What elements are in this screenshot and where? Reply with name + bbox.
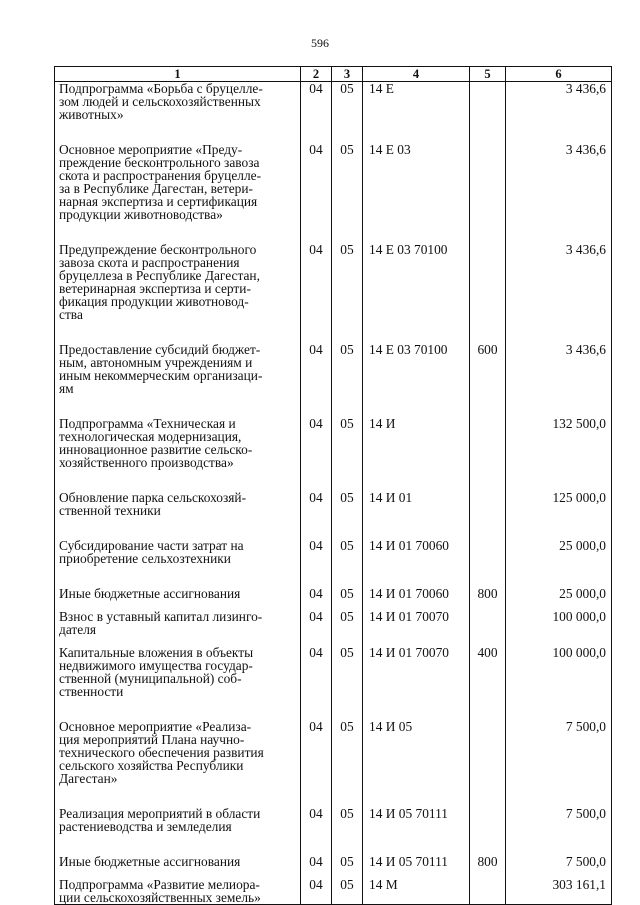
row-name: Предупреждение бесконтрольного завоза скота и распространения бруцеллеза в Республике Дагестан, ветеринарная экспертиза и серти- фикация продукции животновод- ства [55,243,301,343]
row-expense-type: 800 [470,587,506,610]
row-expense-type [470,539,506,587]
column-header-expense-type: 5 [470,67,506,82]
row-name: Основное мероприятие «Преду- преждение бесконтрольного завоза скота и распространения бруцелле- за в Республике Дагестан, ветери- нарная экспертиза и сертификация продукции животноводства» [55,143,301,243]
row-section: 04 [301,82,332,144]
row-section: 04 [301,878,332,905]
row-amount: 7 500,0 [506,807,612,855]
row-section: 04 [301,143,332,243]
row-expense-type [470,491,506,539]
row-amount: 3 436,6 [506,143,612,243]
budget-table [54,66,612,905]
table-header-row [55,67,612,82]
row-amount: 3 436,6 [506,82,612,144]
table-body [55,82,612,905]
column-header-section: 2 [301,67,332,82]
row-subsection: 05 [332,878,363,905]
row-target-article: 14 М [363,878,470,905]
column-header-name: 1 [55,67,301,82]
table-row [55,417,612,491]
row-subsection: 05 [332,807,363,855]
row-amount: 25 000,0 [506,587,612,610]
row-target-article: 14 И 01 70060 [363,539,470,587]
row-amount: 25 000,0 [506,539,612,587]
row-section: 04 [301,491,332,539]
row-expense-type [470,610,506,646]
row-subsection: 05 [332,417,363,491]
row-section: 04 [301,646,332,720]
row-subsection: 05 [332,855,363,878]
row-name: Субсидирование части затрат на приобретение сельхозтехники [55,539,301,587]
row-target-article: 14 И [363,417,470,491]
row-expense-type [470,243,506,343]
row-expense-type [470,82,506,144]
row-section: 04 [301,610,332,646]
row-section: 04 [301,417,332,491]
row-name: Подпрограмма «Борьба с бруцелле- зом людей и сельскохозяйственных животных» [55,82,301,144]
row-name: Предоставление субсидий бюджет- ным, автономным учреждениям и иным некоммерческим организаци- ям [55,343,301,417]
row-expense-type [470,143,506,243]
row-name: Взнос в уставный капитал лизинго- дателя [55,610,301,646]
row-amount: 7 500,0 [506,720,612,807]
column-header-amount: 6 [506,67,612,82]
table-row [55,878,612,905]
row-subsection: 05 [332,646,363,720]
table-row [55,587,612,610]
row-target-article: 14 Е [363,82,470,144]
row-section: 04 [301,539,332,587]
row-name: Обновление парка сельскохозяй- ственной техники [55,491,301,539]
row-name: Капитальные вложения в объекты недвижимого имущества государ- ственной (муниципальной) соб- ственности [55,646,301,720]
row-amount: 100 000,0 [506,646,612,720]
row-expense-type: 800 [470,855,506,878]
row-amount: 132 500,0 [506,417,612,491]
row-expense-type: 400 [470,646,506,720]
row-expense-type [470,417,506,491]
column-header-target-article: 4 [363,67,470,82]
row-target-article: 14 И 01 70070 [363,646,470,720]
row-expense-type [470,878,506,905]
row-name: Подпрограмма «Развитие мелиора- ции сельскохозяйственных земель» [55,878,301,905]
row-subsection: 05 [332,82,363,144]
row-amount: 3 436,6 [506,343,612,417]
row-subsection: 05 [332,143,363,243]
row-amount: 303 161,1 [506,878,612,905]
row-expense-type: 600 [470,343,506,417]
column-header-subsection: 3 [332,67,363,82]
row-section: 04 [301,243,332,343]
row-amount: 7 500,0 [506,855,612,878]
row-amount: 125 000,0 [506,491,612,539]
row-expense-type [470,720,506,807]
row-section: 04 [301,855,332,878]
table-row [55,539,612,587]
row-subsection: 05 [332,343,363,417]
row-name: Иные бюджетные ассигнования [55,855,301,878]
row-amount: 100 000,0 [506,610,612,646]
row-section: 04 [301,587,332,610]
table-row [55,343,612,417]
row-target-article: 14 И 05 [363,720,470,807]
row-name: Подпрограмма «Техническая и технологическая модернизация, инновационное развитие сельско- хозяйственного производства» [55,417,301,491]
table-row [55,855,612,878]
row-target-article: 14 И 01 [363,491,470,539]
row-section: 04 [301,720,332,807]
row-target-article: 14 И 05 70111 [363,855,470,878]
table-row [55,491,612,539]
table-row [55,143,612,243]
table-row [55,720,612,807]
row-name: Реализация мероприятий в области растениеводства и земледелия [55,807,301,855]
row-target-article: 14 И 01 70070 [363,610,470,646]
row-target-article: 14 Е 03 70100 [363,343,470,417]
page-number: 596 [311,36,329,50]
row-section: 04 [301,807,332,855]
row-subsection: 05 [332,610,363,646]
row-target-article: 14 Е 03 70100 [363,243,470,343]
row-subsection: 05 [332,587,363,610]
row-name: Основное мероприятие «Реализа- ция мероприятий Плана научно- технического обеспечения развития сельского хозяйства Республики Дагестан» [55,720,301,807]
row-subsection: 05 [332,491,363,539]
table-row [55,610,612,646]
table-row [55,243,612,343]
row-target-article: 14 И 01 70060 [363,587,470,610]
row-expense-type [470,807,506,855]
row-subsection: 05 [332,243,363,343]
row-subsection: 05 [332,720,363,807]
row-target-article: 14 И 05 70111 [363,807,470,855]
row-target-article: 14 Е 03 [363,143,470,243]
row-amount: 3 436,6 [506,243,612,343]
table-row [55,646,612,720]
row-section: 04 [301,343,332,417]
table-row [55,82,612,144]
table-row [55,807,612,855]
row-subsection: 05 [332,539,363,587]
row-name: Иные бюджетные ассигнования [55,587,301,610]
